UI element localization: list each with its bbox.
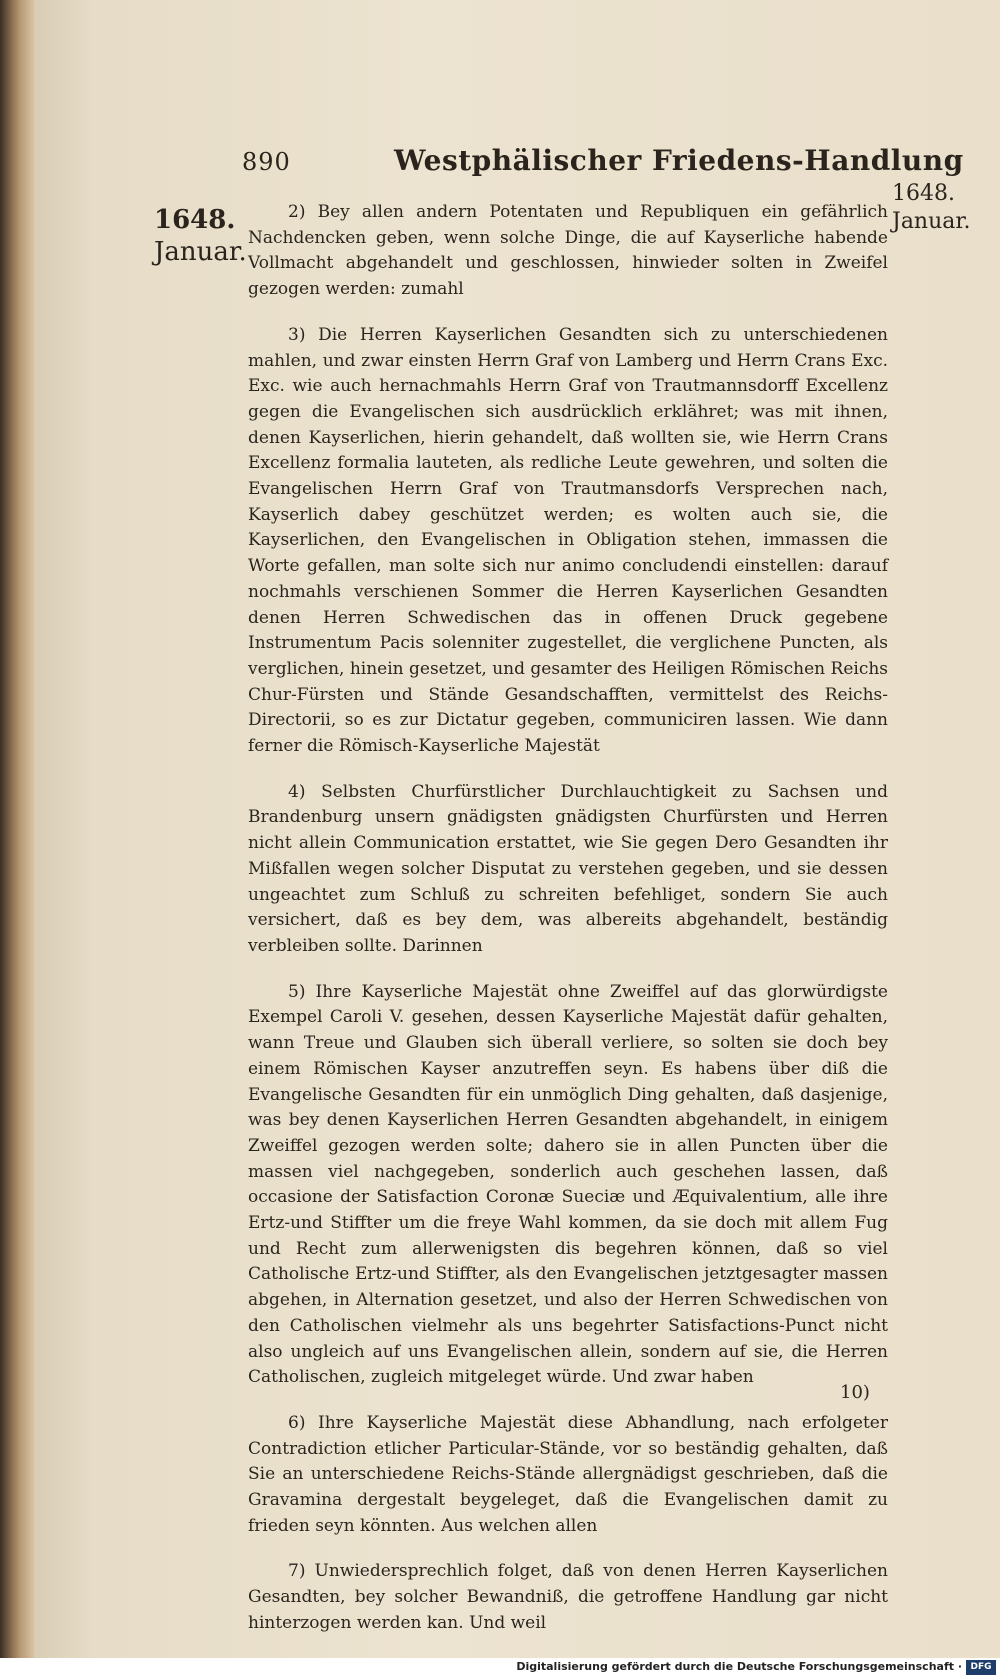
paragraph-4: 4) Selbsten Churfürstlicher Durchlauchtigkeit zu Sachsen und Brandenburg unsern gnädigsten gnädigsten Churfürsten und Herren nicht allein Communication erstattet, wie Sie gegen Dero Gesandten ihr Mißfallen wegen solcher Disputat zu verstehen gegeben, und sie dessen ungeachtet zum Schluß zu schreiten befehliget, sondern Sie auch versichert, daß es bey dem, was albereits abgehandelt, beständig verbleiben sollte. Darinnen xyxy=(248,781,888,956)
paragraph-6: 6) Ihre Kayserliche Majestät diese Abhandlung, nach erfolgeter Contradiction etlicher Particular-Stände, vor so beständig gehalten, daß Sie an unterschiedene Reichs-Stände allergnädigst geschrieben, daß die Gravamina dergestalt beygeleget, daß die Evangelischen damit zu frieden seyn könnten. Aus welchen allen xyxy=(248,1412,888,1536)
margin-note-right xyxy=(892,180,992,236)
margin-month-right: Januar. xyxy=(892,209,971,234)
page-body xyxy=(248,200,888,1658)
margin-month: Januar. xyxy=(154,237,247,267)
book-binding-edge xyxy=(0,0,34,1658)
margin-note-left xyxy=(154,204,254,268)
paragraph-5: 5) Ihre Kayserliche Majestät ohne Zweiffel auf das glorwürdigste Exempel Caroli V. gesehen, dessen Kayserliche Majestät dafür gehalten, wann Treue und Glauben sich überall verliere, so solten sie doch bey einem Römischen Kayser anzutreffen seyn. Es habens über diß die Evangelische Gesandten für ein unmöglich Ding gehalten, daß dasjenige, was bey denen Kayserlichen Herren Gesandten abgehandelt, in einigem Zweiffel gezogen werden solte; dahero sie in allen Puncten über die massen viel nachgegeben, sonderlich auch geschehen lassen, daß occasione der Satisfaction Coronæ Sueciæ und Æquivalentium, alle ihre Ertz-und Stiffter um die freye Wahl kommen, da sie doch mit allem Fug und Recht zum allerwenigsten dis begehren können, daß so viel Catholische Ertz-und Stiffter, als den Evangelischen jetztgesagter massen abgehen, in Alternation gesetzet, und also der Herren Schwedischen von den Catholischen vielmehr als uns begehrter Satisfactions-Punct nicht also ungleich auf uns Evangelischen allein, sondern auf sie, die Herren Catholischen, zugleich mitgeleget würde. Und zwar haben xyxy=(248,981,888,1388)
book-page xyxy=(34,0,1000,1658)
margin-year: 1648. xyxy=(154,205,236,235)
running-title: Westphälischer Friedens-Handlung xyxy=(394,144,964,177)
paragraph-3: 3) Die Herren Kayserlichen Gesandten sich zu unterschiedenen mahlen, und zwar einsten Herrn Graf von Lamberg und Herrn Crans Exc. Exc. wie auch hernachmahls Herrn Graf von Trautmannsdorff Excellenz gegen die Evangelischen sich ausdrücklich erklähret; was mit ihnen, denen Kayserlichen, hierin gehandelt, daß wollten sie, wie Herrn Crans Excellenz formalia lauteten, als redliche Leute gewehren, und solten die Evangelischen Herrn Graf von Trautmansdorfs Versprechen nach, Kayserlich dabey geschützet werden; es wolten auch sie, die Kayserlichen, den Evangelischen in Obligation stehen, immassen die Worte gefallen, man solte sich nur animo concludendi einstellen: darauf nochmahls verschienen Sommer die Herren Kayserlichen Gesandten denen Herren Schwedischen das in offenen Druck gegebene Instrumentum Pacis solenniter zugestellet, die verglichene Puncten, als verglichen, hinein gesetzet, und gesamter des Heiligen Römischen Reichs Chur-Fürsten und Stände Gesandschafften, vermittelst des Reichs-Directorii, so es zur Dictatur gegeben, communiciren lassen. Wie dann ferner die Römisch-Kayserliche Majestät xyxy=(248,324,889,757)
page-number: 890 xyxy=(242,148,291,176)
digitization-footer xyxy=(0,1658,1000,1678)
dfg-logo-icon: DFG xyxy=(966,1660,996,1675)
footer-credit: Digitalisierung gefördert durch die Deutsche Forschungsgemeinschaft · xyxy=(516,1660,962,1673)
margin-year-right: 1648. xyxy=(892,181,955,206)
paragraph-7: 7) Unwiedersprechlich folget, daß von denen Herren Kayserlichen Gesandten, bey solcher Bewandniß, die getroffene Handlung gar nicht hinterzogen werden kan. Und weil xyxy=(248,1561,888,1633)
catchword: 10) xyxy=(840,1382,870,1403)
running-head xyxy=(34,144,1000,188)
paragraph-2: 2) Bey allen andern Potentaten und Republiquen ein gefährlich Nachdencken geben, wenn solche Dinge, die auf Kayserliche habende Vollmacht abgehandelt und geschlossen, hinwieder solten in Zweifel gezogen werden: zumahl xyxy=(248,202,888,300)
